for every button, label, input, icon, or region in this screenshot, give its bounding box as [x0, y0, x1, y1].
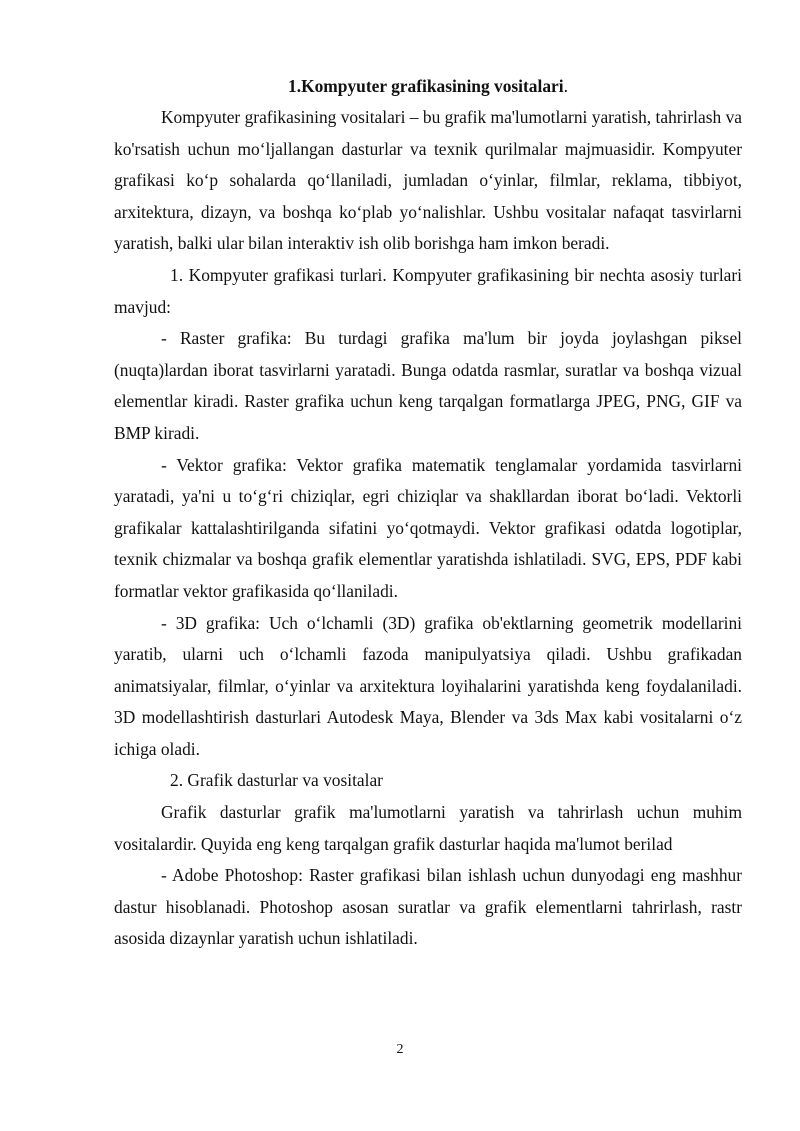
paragraph-section-1-heading: 1. Kompyuter grafikasi turlari. Kompyuter grafikasining bir nechta asosiy turlari mavjud: [114, 264, 742, 317]
paragraph-3d: - 3D grafika: Uch o‘lchamli (3D) grafika ob'ektlarning geometrik modellarini yaratib, ularni uch o‘lchamli fazoda manipulyatsiya qiladi. Ushbu grafikadan animatsiyalar, filmlar, o‘yinlar va arxitektura loyihalarini yaratishda keng foydalaniladi. 3D modellashtirish dasturlari Autodesk Maya, Blender va 3ds Max kabi vositalarni o‘z ichiga oladi. [114, 612, 742, 759]
document-title-text: 1.Kompyuter grafikasining vositalari [288, 76, 564, 96]
document-title-dot: . [563, 76, 568, 96]
document-page [114, 70, 742, 955]
page-number: 2 [396, 1042, 404, 1057]
document-title [114, 70, 742, 102]
paragraph-vector: - Vektor grafika: Vektor grafika matematik tenglamalar yordamida tasvirlarni yaratadi, ya'ni u to‘g‘ri chiziqlar, egri chiziqlar va shakllardan iborat bo‘ladi. Vektorli grafikalar kattalashtirilganda sifatini yo‘qotmaydi. Vektor grafikasi odatda logotiplar, texnik chizmalar va boshqa grafik elementlar yaratishda ishlatiladi. SVG, EPS, PDF kabi formatlar vektor grafikasida qo‘llaniladi. [114, 454, 742, 601]
paragraph-raster: - Raster grafika: Bu turdagi grafika ma'lum bir joyda joylashgan piksel (nuqta)lardan iborat tasvirlarni yaratadi. Bunga odatda rasmlar, suratlar va boshqa vizual elementlar kiradi. Raster grafika uchun keng tarqalgan formatlarga JPEG, PNG, GIF va BMP kiradi. [114, 328, 742, 443]
paragraph-intro: Kompyuter grafikasining vositalari – bu grafik ma'lumotlarni yaratish, tahrirlash va ko'rsatish uchun mo‘ljallangan dasturlar va texnik qurilmalar majmuasidir. Kompyuter grafikasi ko‘p sohalarda qo‘llaniladi, jumladan o‘yinlar, filmlar, reklama, tibbiyot, arxitektura, dizayn, va boshqa ko‘plab yo‘nalishlar. Ushbu vositalar nafaqat tasvirlarni yaratish, balki ular bilan interaktiv ish olib borishga ham imkon beradi. [114, 107, 742, 254]
paragraph-graphic-software: Grafik dasturlar grafik ma'lumotlarni yaratish va tahrirlash uchun muhim vositalardir. Quyida eng keng tarqalgan grafik dasturlar haqida ma'lumot berilad [114, 802, 742, 854]
paragraph-section-2-heading: 2. Grafik dasturlar va vositalar [170, 770, 383, 791]
paragraph-photoshop: - Adobe Photoshop: Raster grafikasi bilan ishlash uchun dunyodagi eng mashhur dastur hisoblanadi. Photoshop asosan suratlar va grafik elementlarni tahrirlash, rastr asosida dizaynlar yaratish uchun ishlatiladi. [114, 865, 742, 949]
